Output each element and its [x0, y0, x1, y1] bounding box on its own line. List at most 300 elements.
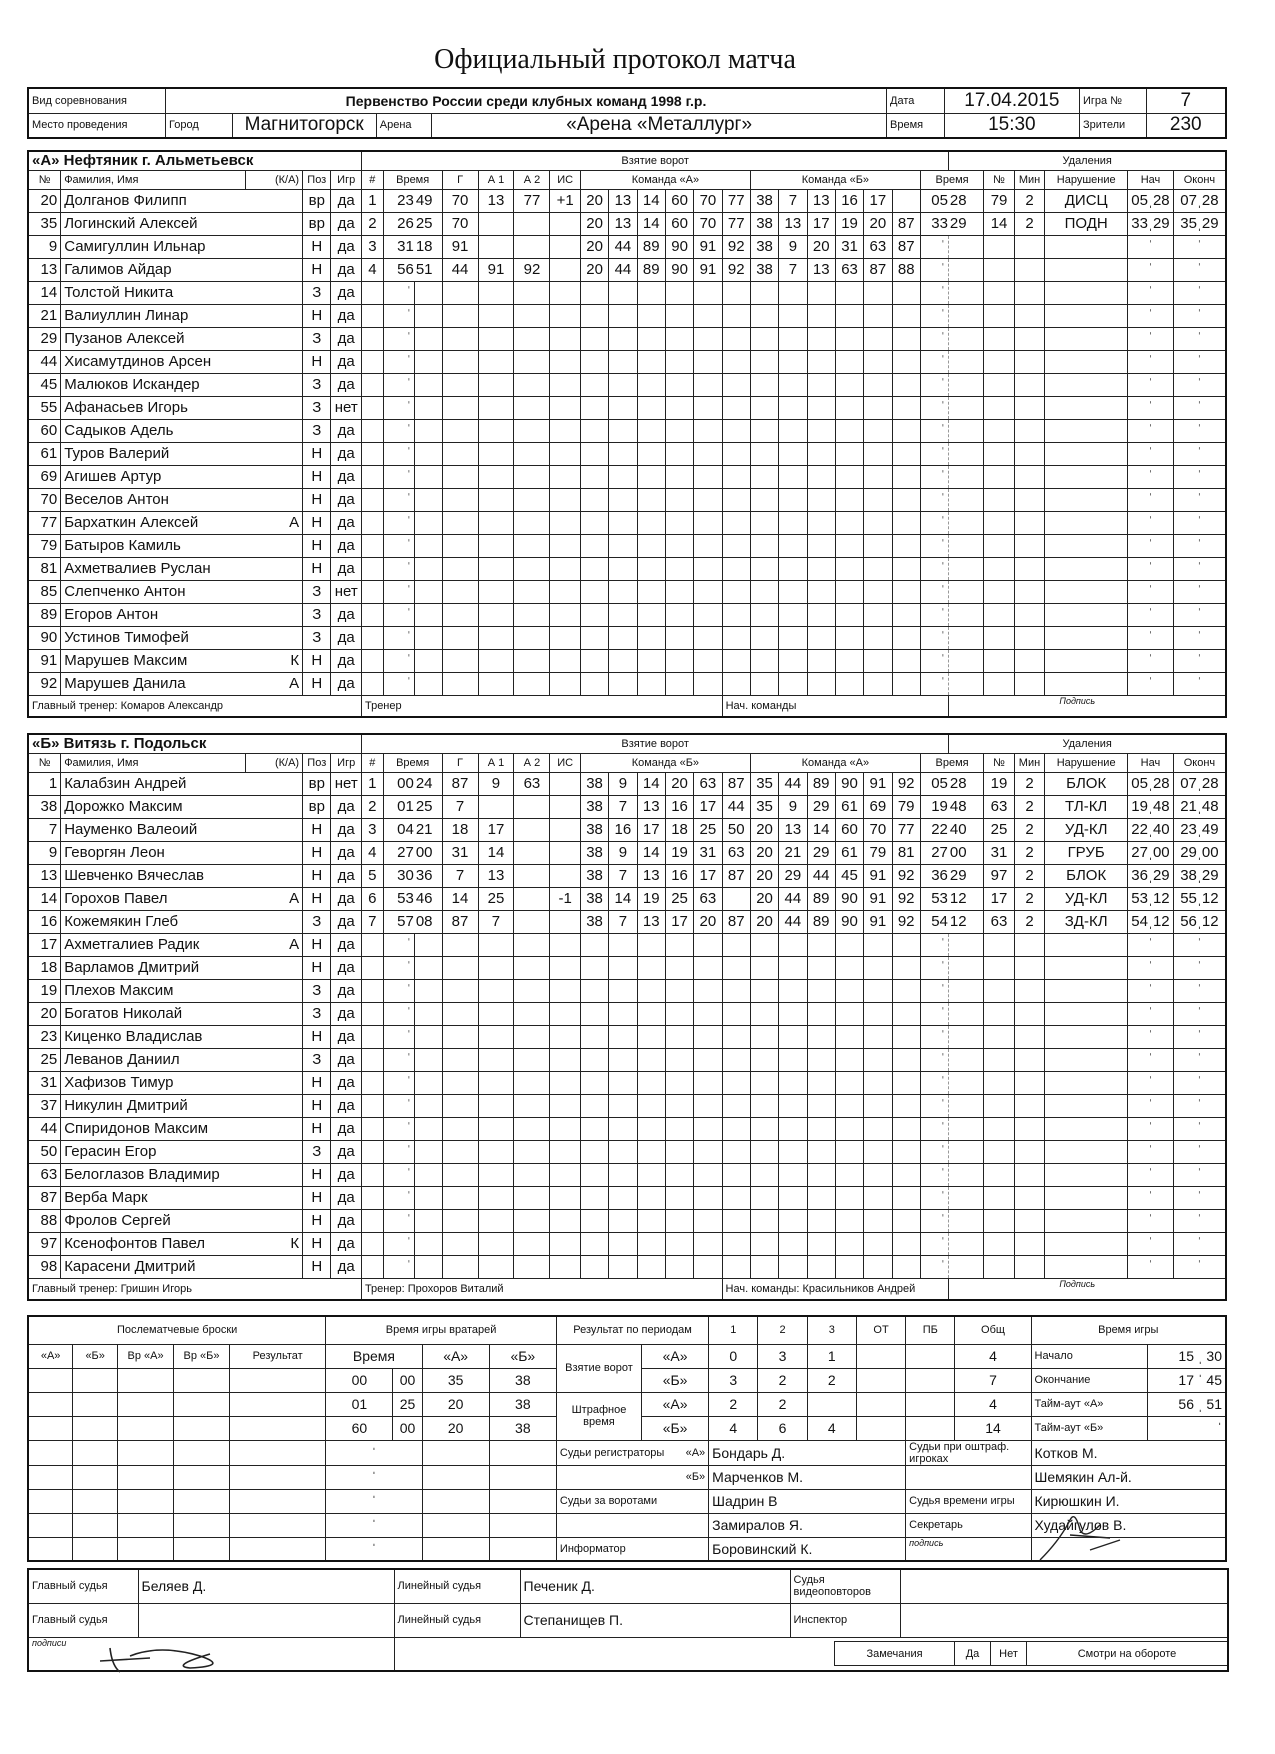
player-name: Фролов Сергей: [61, 1209, 246, 1232]
player-role: А: [246, 511, 303, 534]
goal-on-ice-scoring: 18: [665, 818, 693, 841]
player-role: [246, 956, 303, 979]
remarks-label: Замечания: [835, 1642, 955, 1666]
team_a-coach: Тренер: [361, 695, 722, 717]
period-pim-team-b: «Б»: [642, 1416, 709, 1440]
goal-on-ice-opponent: [892, 189, 920, 212]
player-played: нет: [331, 772, 362, 795]
team_b-col-pen-start: Нач: [1128, 753, 1174, 772]
see-back-label: Смотри на обороте: [1027, 1642, 1228, 1666]
team_b-signature-label: Подпись: [949, 1278, 1226, 1300]
goal-on-ice-opponent: 38: [750, 189, 778, 212]
goal-assist-1: 13: [478, 864, 514, 887]
pim-b-p1: 4: [709, 1416, 758, 1440]
goal-on-ice-opponent: 20: [807, 235, 835, 258]
goal-on-ice-opponent: 44: [779, 772, 807, 795]
team_b-player-row: 31 Хафизов Тимур Н да ˈ ˈ ˈ ˈ: [28, 1071, 1226, 1094]
goal-strength: [550, 841, 581, 864]
goal-on-ice-opponent: 19: [835, 212, 863, 235]
player-name: Марушев Данила: [61, 672, 246, 695]
goal-on-ice-opponent: 61: [835, 841, 863, 864]
penalty-sec: 28: [949, 189, 984, 212]
penalty-start: 53ˌ12: [1128, 887, 1174, 910]
player-number: 61: [28, 442, 61, 465]
player-position: Н: [303, 557, 331, 580]
goal-on-ice-opponent: 87: [864, 258, 892, 281]
linesman-label-1: Линейный судья: [394, 1569, 520, 1603]
player-played: да: [331, 1002, 362, 1025]
goal-on-ice-opponent: 77: [892, 818, 920, 841]
goal-number: 4: [361, 258, 383, 281]
player-number: 37: [28, 1094, 61, 1117]
team_a-player-row: 79 Батыров Камиль Н да ˈ ˈ ˈ ˈ: [28, 534, 1226, 557]
remarks-yes[interactable]: Да: [955, 1642, 991, 1666]
team_a-player-row: 81 Ахметвалиев Руслан Н да ˈ ˈ ˈ ˈ: [28, 557, 1226, 580]
linesman-1: Печеник Д.: [520, 1569, 790, 1603]
player-name: Геворгян Леон: [61, 841, 246, 864]
registrar-a-name: Бондарь Д.: [709, 1440, 906, 1465]
team_a-head-coach: Главный тренер: Комаров Александр: [28, 695, 361, 717]
goal-assist-2: [514, 864, 550, 887]
penalty-end: 56ˌ12: [1173, 910, 1226, 933]
secretary-signature-label: подпись: [906, 1537, 1031, 1561]
penalty-sec: 12: [949, 887, 984, 910]
player-number: 21: [28, 304, 61, 327]
summary-block: Послематчевые броски Время игры вратарей Результат по периодам 1 2 3 ОТ ПБ Общ Время игры «А» «Б» Вр «А» Вр «Б» Результат Время «А» «Б» Взятие ворот «А» 0 3 1 4 Начало 15 ˌ 30 00 00 35 38 «Б» 3 2 2 7 Окончание 17 ˈ 45 01 25 20 38 Штрафное время «А» 2 2 4 Тайм-аут «А» 56 ˌ 51 60 00 20 38 «Б» 4 6 4 14 Тайм-аут «Б» ˈ ˈ Судьи регистраторы «А» Бондарь Д. Судьи при оштраф. игроках Котков М. ˈ «Б» Марченков М. Шемякин Ал-й. ˈ Судьи за воротами Шадрин В Судья времени игры Кирюшкин И. ˈ Замиралов Я. Секретарь Худайгулов В. ˈ Информатор Боровинский К. подпись: [27, 1315, 1227, 1562]
goal-on-ice-opponent: 88: [892, 258, 920, 281]
team_b-col-num: #: [361, 753, 383, 772]
team_a-col-team-2: Команда «Б»: [750, 170, 920, 189]
player-role: [246, 1094, 303, 1117]
goals-b-ot: [856, 1368, 905, 1392]
goal-on-ice-scoring: 44: [609, 235, 637, 258]
player-name: Калабзин Андрей: [61, 772, 246, 795]
player-played: да: [331, 795, 362, 818]
team_a-penalties-section-label: Удаления: [949, 151, 1226, 170]
goal-on-ice-scoring: 38: [580, 841, 608, 864]
player-played: да: [331, 235, 362, 258]
player-name: Галимов Айдар: [61, 258, 246, 281]
penalty-player: 97: [984, 864, 1015, 887]
penalty-sec: 29: [949, 864, 984, 887]
player-role: [246, 189, 303, 212]
player-number: 85: [28, 580, 61, 603]
player-name: Никулин Дмитрий: [61, 1094, 246, 1117]
player-name: Марушев Максим: [61, 649, 246, 672]
team_a-player-row: 69 Агишев Артур Н да ˈ ˈ ˈ ˈ: [28, 465, 1226, 488]
team_a-player-row: 9 Самигуллин Ильнар Н да 3 31 18 91 20 44 89 90 91 92 38 9 20 31 63 87 ˈ ˈ ˈ: [28, 235, 1226, 258]
main-ref-label-1: Главный судья: [28, 1569, 138, 1603]
goal-on-ice-opponent: 92: [892, 887, 920, 910]
player-number: 35: [28, 212, 61, 235]
team_b-player-row: 18 Варламов Дмитрий Н да ˈ ˈ ˈ ˈ: [28, 956, 1226, 979]
penalty-sec: 00: [949, 841, 984, 864]
player-name: Валиуллин Линар: [61, 304, 246, 327]
player-position: Н: [303, 1232, 331, 1255]
linesman-2: Степанищев П.: [520, 1603, 790, 1637]
goal-sec: 18: [415, 235, 442, 258]
team_b-col-violation: Нарушение: [1045, 753, 1128, 772]
goal-sec: 08: [415, 910, 442, 933]
player-role: А: [246, 672, 303, 695]
goal-on-ice-opponent: 9: [779, 235, 807, 258]
penalty-start: 27ˌ00: [1128, 841, 1174, 864]
period-goals-label: Взятие ворот: [556, 1344, 641, 1392]
goal-on-ice-opponent: 29: [779, 864, 807, 887]
player-number: 77: [28, 511, 61, 534]
player-number: 18: [28, 956, 61, 979]
player-position: вр: [303, 212, 331, 235]
goal-on-ice-opponent: 29: [807, 841, 835, 864]
penalty-min: 05: [920, 772, 949, 795]
goal-scorer: 7: [442, 795, 478, 818]
player-position: Н: [303, 488, 331, 511]
player-position: Н: [303, 442, 331, 465]
goal-on-ice-scoring: 63: [722, 841, 750, 864]
player-position: Н: [303, 864, 331, 887]
player-role: А: [246, 933, 303, 956]
period-goals-team-a: «А»: [642, 1344, 709, 1368]
player-name: Плехов Максим: [61, 979, 246, 1002]
goal-assist-2: [514, 795, 550, 818]
player-played: да: [331, 956, 362, 979]
goal-on-ice-opponent: 63: [835, 258, 863, 281]
goal-assist-1: 13: [478, 189, 514, 212]
player-position: Н: [303, 956, 331, 979]
goal-on-ice-opponent: 20: [864, 212, 892, 235]
main-ref-label-2: Главный судья: [28, 1603, 138, 1637]
goal-on-ice-opponent: 63: [864, 235, 892, 258]
player-position: З: [303, 419, 331, 442]
team_b-col-is: ИС: [550, 753, 581, 772]
player-name: Хафизов Тимур: [61, 1071, 246, 1094]
player-number: 14: [28, 281, 61, 304]
team_b-player-row: 87 Верба Марк Н да ˈ ˈ ˈ ˈ: [28, 1186, 1226, 1209]
pim-a-p2: 2: [758, 1392, 807, 1416]
time-value: 15:30: [944, 113, 1079, 138]
player-name: Батыров Камиль: [61, 534, 246, 557]
team_b-player-row: [28, 818, 1226, 841]
team_b-player-row: [28, 910, 1226, 933]
goal-on-ice-scoring: 31: [694, 841, 722, 864]
venue-label: Место проведения: [28, 113, 166, 138]
player-name: Богатов Николай: [61, 1002, 246, 1025]
player-name: Хисамутдинов Арсен: [61, 350, 246, 373]
penalty-start: 22ˌ40: [1128, 818, 1174, 841]
gk-row-3-sec: 00: [393, 1416, 422, 1440]
player-role: [246, 1002, 303, 1025]
player-role: [246, 488, 303, 511]
goal-on-ice-scoring: 20: [665, 772, 693, 795]
goal-on-ice-scoring: 38: [580, 864, 608, 887]
goal-judges-label: Судьи за воротами: [556, 1489, 708, 1513]
team_b-player-row: 63 Белоглазов Владимир Н да ˈ ˈ ˈ ˈ: [28, 1163, 1226, 1186]
team_b-head-coach: Главный тренер: Гришин Игорь: [28, 1278, 361, 1300]
player-name: Слепченко Антон: [61, 580, 246, 603]
goal-strength: [550, 235, 581, 258]
player-role: [246, 442, 303, 465]
player-position: Н: [303, 841, 331, 864]
goal-sec: 21: [415, 818, 442, 841]
registrar-b-name: Марченков М.: [709, 1465, 906, 1489]
penalty-min: 19: [920, 795, 949, 818]
penalty-start: 36ˌ29: [1128, 864, 1174, 887]
goal-scorer: 14: [442, 887, 478, 910]
penalty-min: 54: [920, 910, 949, 933]
penalty-minutes: 2: [1014, 772, 1045, 795]
goal-assist-1: 25: [478, 887, 514, 910]
team_b-player-row: 25 Леванов Даниил З да ˈ ˈ ˈ ˈ: [28, 1048, 1226, 1071]
goal-number: 2: [361, 212, 383, 235]
pim-a-ot: [856, 1392, 905, 1416]
penalty-end: 21ˌ48: [1173, 795, 1226, 818]
goal-on-ice-scoring: 92: [722, 235, 750, 258]
player-role: А: [246, 887, 303, 910]
goal-on-ice-scoring: 13: [637, 864, 665, 887]
goal-min: 26: [383, 212, 415, 235]
period-ot-label: ОТ: [856, 1316, 905, 1344]
goal-on-ice-opponent: 90: [835, 887, 863, 910]
player-role: К: [246, 649, 303, 672]
informer-label: Информатор: [556, 1537, 708, 1561]
player-played: да: [331, 672, 362, 695]
team_b-player-row: [28, 795, 1226, 818]
player-number: 23: [28, 1025, 61, 1048]
goal-assist-2: [514, 818, 550, 841]
team_b-player-row: 19 Плехов Максим З да ˈ ˈ ˈ ˈ: [28, 979, 1226, 1002]
match-header: [27, 87, 1227, 139]
player-played: да: [331, 841, 362, 864]
remarks-no[interactable]: Нет: [991, 1642, 1027, 1666]
shootout-title: Послематчевые броски: [28, 1316, 326, 1344]
player-position: Н: [303, 649, 331, 672]
player-name: Агишев Артур: [61, 465, 246, 488]
pim-b-so: [906, 1416, 955, 1440]
team_a-player-row: 77 Бархаткин Алексей А Н да ˈ ˈ ˈ ˈ: [28, 511, 1226, 534]
player-name: Киценко Владислав: [61, 1025, 246, 1048]
goals-b-p2: 2: [758, 1368, 807, 1392]
goal-on-ice-opponent: 61: [835, 795, 863, 818]
pim-a-so: [906, 1392, 955, 1416]
goal-on-ice-scoring: 9: [609, 841, 637, 864]
player-position: Н: [303, 1209, 331, 1232]
linesman-label-2: Линейный судья: [394, 1603, 520, 1637]
player-position: З: [303, 396, 331, 419]
goal-assist-1: 91: [478, 258, 514, 281]
goal-min: 04: [383, 818, 415, 841]
team_b-col-pos: Поз: [303, 753, 331, 772]
goal-scorer: 91: [442, 235, 478, 258]
goal-on-ice-scoring: 90: [665, 235, 693, 258]
team_a-player-row: 14 Толстой Никита З да ˈ ˈ ˈ ˈ: [28, 281, 1226, 304]
team_a-player-row: 13 Галимов Айдар Н да 4 56 51 44 91 92 20 44 89 90 91 92 38 7 13 63 87 88 ˈ ˈ ˈ: [28, 258, 1226, 281]
period-so-label: ПБ: [906, 1316, 955, 1344]
goal-on-ice-opponent: 13: [807, 258, 835, 281]
player-played: да: [331, 649, 362, 672]
player-name: Малюков Искандер: [61, 373, 246, 396]
start-value: 15 ˌ 30: [1147, 1344, 1226, 1368]
goal-on-ice-scoring: 38: [580, 818, 608, 841]
player-played: да: [331, 258, 362, 281]
team_a-player-row: 55 Афанасьев Игорь З нет ˈ ˈ ˈ ˈ: [28, 396, 1226, 419]
penalty-end: 23ˌ49: [1173, 818, 1226, 841]
player-role: [246, 534, 303, 557]
shootout-col-gkb: Вр «Б»: [174, 1344, 230, 1368]
team_a-col-g: Г: [442, 170, 478, 189]
goal-on-ice-scoring: 89: [637, 235, 665, 258]
goal-strength: +1: [550, 189, 581, 212]
player-number: 13: [28, 258, 61, 281]
goal-on-ice-opponent: 91: [864, 772, 892, 795]
goal-on-ice-scoring: 7: [609, 910, 637, 933]
goal-on-ice-opponent: 20: [750, 864, 778, 887]
penalty-end: 55ˌ12: [1173, 887, 1226, 910]
goal-assist-2: 77: [514, 189, 550, 212]
goal-min: 00: [383, 772, 415, 795]
goals-b-p1: 3: [709, 1368, 758, 1392]
player-name: Егоров Антон: [61, 603, 246, 626]
competition-label: Вид соревнования: [28, 88, 166, 113]
player-role: [246, 212, 303, 235]
secretary-name: Худайгулов В.: [1031, 1513, 1226, 1537]
shootout-col-gka: Вр «А»: [118, 1344, 174, 1368]
goal-on-ice-opponent: 38: [750, 235, 778, 258]
gk-row-2-min: 01: [326, 1392, 393, 1416]
team_b-team-chief: Нач. команды: Красильников Андрей: [722, 1278, 949, 1300]
player-number: 13: [28, 864, 61, 887]
penalty-violation: БЛОК: [1045, 864, 1128, 887]
penalty-player: 63: [984, 795, 1015, 818]
player-position: З: [303, 1002, 331, 1025]
player-played: нет: [331, 396, 362, 419]
document-title: Официальный протокол матча: [434, 44, 796, 75]
penalty-end: 29ˌ00: [1173, 841, 1226, 864]
team_b-coach: Тренер: Прохоров Виталий: [361, 1278, 722, 1300]
goal-sec: 00: [415, 841, 442, 864]
goal-on-ice-opponent: 90: [835, 910, 863, 933]
team_a-player-row: [28, 212, 1226, 235]
team_a-player-row: 45 Малюков Искандер З да ˈ ˈ ˈ ˈ: [28, 373, 1226, 396]
goal-strength: [550, 795, 581, 818]
player-role: [246, 373, 303, 396]
player-name: Карасени Дмитрий: [61, 1255, 246, 1278]
penalty-start: 05ˌ28: [1128, 772, 1174, 795]
gk-row-3-b: 38: [489, 1416, 556, 1440]
goal-on-ice-scoring: 87: [722, 772, 750, 795]
goal-on-ice-opponent: 13: [807, 189, 835, 212]
player-played: да: [331, 281, 362, 304]
player-played: да: [331, 212, 362, 235]
goals-a-ot: [856, 1344, 905, 1368]
player-played: да: [331, 534, 362, 557]
goal-on-ice-scoring: 13: [609, 212, 637, 235]
player-name: Ахметгалиев Радик: [61, 933, 246, 956]
team_b-player-row: 17 Ахметгалиев Радик А Н да ˈ ˈ ˈ ˈ: [28, 933, 1226, 956]
goal-on-ice-scoring: 25: [665, 887, 693, 910]
player-number: 44: [28, 1117, 61, 1140]
player-number: 97: [28, 1232, 61, 1255]
player-position: Н: [303, 304, 331, 327]
goals-a-total: 4: [955, 1344, 1031, 1368]
goal-min: 01: [383, 795, 415, 818]
penalty-player: 14: [984, 212, 1015, 235]
team_b-col-played: Игр: [331, 753, 362, 772]
team_a-col-name: Фамилия, Имя: [61, 170, 246, 189]
team_b-player-row: 88 Фролов Сергей Н да ˈ ˈ ˈ ˈ: [28, 1209, 1226, 1232]
team_b-player-row: 98 Карасени Дмитрий Н да ˈ ˈ ˈ ˈ: [28, 1255, 1226, 1278]
goal-sec: 51: [415, 258, 442, 281]
player-role: [246, 795, 303, 818]
player-role: [246, 1140, 303, 1163]
goal-strength: [550, 864, 581, 887]
goal-on-ice-scoring: 16: [665, 864, 693, 887]
goal-on-ice-opponent: 9: [779, 795, 807, 818]
goal-sec: 25: [415, 795, 442, 818]
team_b-player-row: 37 Никулин Дмитрий Н да ˈ ˈ ˈ ˈ: [28, 1094, 1226, 1117]
goal-on-ice-opponent: 92: [892, 864, 920, 887]
pim-a-p1: 2: [709, 1392, 758, 1416]
team_b-col-time: Время: [383, 753, 442, 772]
team_a-player-row: 29 Пузанов Алексей З да ˈ ˈ ˈ ˈ: [28, 327, 1226, 350]
start-label: Начало: [1031, 1344, 1147, 1368]
goal-on-ice-scoring: 90: [665, 258, 693, 281]
player-number: 20: [28, 1002, 61, 1025]
team_b-col-pen-no: №: [984, 753, 1015, 772]
team_a-player-row: 85 Слепченко Антон З нет ˈ ˈ ˈ ˈ: [28, 580, 1226, 603]
player-number: 92: [28, 672, 61, 695]
date-label: Дата: [887, 88, 945, 113]
player-position: Н: [303, 1163, 331, 1186]
goal-on-ice-scoring: 38: [580, 795, 608, 818]
goal-scorer: 70: [442, 212, 478, 235]
goal-on-ice-opponent: 89: [807, 910, 835, 933]
penalty-box-label: Судьи при оштраф. игроках: [906, 1440, 1031, 1465]
team_b-col-name: Фамилия, Имя: [61, 753, 246, 772]
goal-on-ice-opponent: 20: [750, 818, 778, 841]
player-role: [246, 350, 303, 373]
player-number: 88: [28, 1209, 61, 1232]
team_b-player-row: [28, 864, 1226, 887]
pim-b-p2: 6: [758, 1416, 807, 1440]
team_a-player-row: 91 Марушев Максим К Н да ˈ ˈ ˈ ˈ: [28, 649, 1226, 672]
date-value: 17.04.2015: [944, 88, 1079, 113]
goal-on-ice-opponent: 91: [864, 864, 892, 887]
player-position: Н: [303, 534, 331, 557]
player-played: да: [331, 910, 362, 933]
player-played: да: [331, 1232, 362, 1255]
player-name: Логинский Алексей: [61, 212, 246, 235]
goal-number: 3: [361, 235, 383, 258]
goal-on-ice-opponent: 17: [807, 212, 835, 235]
penalty-min: 53: [920, 887, 949, 910]
team_b-col-a2: А 2: [514, 753, 550, 772]
gk-row-2-sec: 25: [393, 1392, 422, 1416]
goal-strength: [550, 212, 581, 235]
player-name: Леванов Даниил: [61, 1048, 246, 1071]
goal-min: 27: [383, 841, 415, 864]
goal-scorer: 18: [442, 818, 478, 841]
penalty-sec: 40: [949, 818, 984, 841]
player-played: да: [331, 189, 362, 212]
player-name: Афанасьев Игорь: [61, 396, 246, 419]
penalty-box-1: Котков М.: [1031, 1440, 1226, 1465]
goal-assist-1: [478, 795, 514, 818]
goal-on-ice-scoring: 17: [637, 818, 665, 841]
player-position: Н: [303, 672, 331, 695]
player-played: да: [331, 818, 362, 841]
goal-assist-2: 92: [514, 258, 550, 281]
player-played: да: [331, 1209, 362, 1232]
